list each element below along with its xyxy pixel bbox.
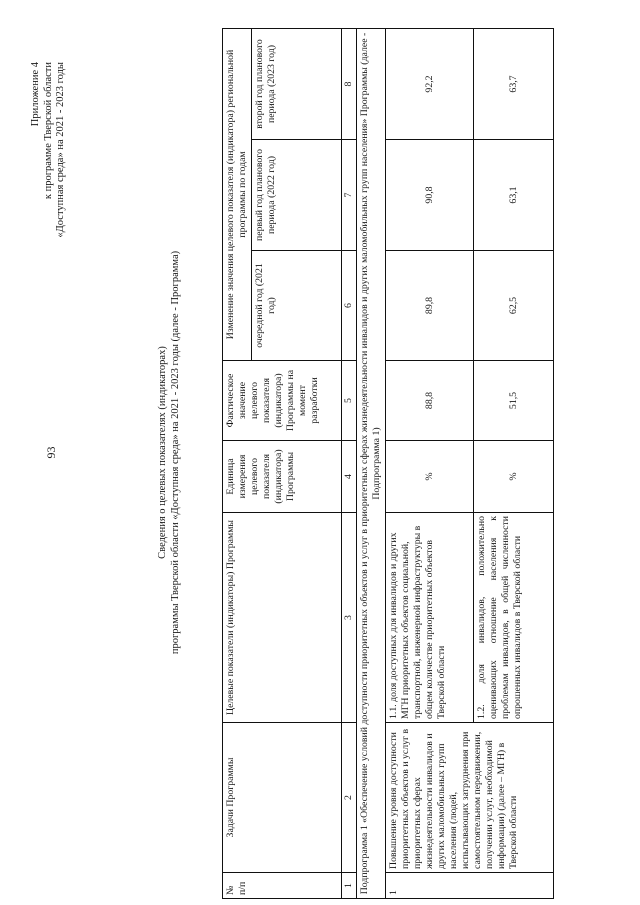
value-2021: 62,5 xyxy=(474,251,554,361)
page-number: 93 xyxy=(44,446,58,459)
task-text: Повышение уровня доступности приоритетных объектов и услуг в приоритетных сферах жизнедеятельности инвалидов и других маломобильных групп населения (людей, испытывающих затруднения при самостоятельном передвижении, получении услуг, необходимой информации) (далее – МГН) в Тверской области xyxy=(386,723,554,873)
header-year-2023: второй год планового периода (2023 год) xyxy=(252,28,342,139)
header-row-1 xyxy=(223,28,252,898)
value-2022: 63,1 xyxy=(474,140,554,251)
appendix-header xyxy=(30,62,68,362)
indicator-text: 1.1. доля доступных для инвалидов и других МГН приоритетных объектов социальной, транспортной, инженерной инфраструктуры в общем количестве приоритетных объектов Тверской области xyxy=(386,513,474,723)
col-number: 6 xyxy=(342,251,357,361)
header-indicators: Целевые показатели (индикаторы) Программы xyxy=(223,513,342,723)
appendix-line-2: к программе Тверской области xyxy=(42,62,54,200)
col-number: 1 xyxy=(342,873,357,899)
header-change-group: Изменение значения целевого показателя (индикатора) региональной программы по годам xyxy=(223,28,252,360)
header-unit: Единица измерения целевого показателя (индикатора) Программы xyxy=(223,441,342,513)
col-number: 8 xyxy=(342,28,357,139)
column-numbers-row xyxy=(342,28,357,898)
unit-value: % xyxy=(474,441,554,513)
table-row xyxy=(386,28,474,898)
title-line-2: программы Тверской области «Доступная среда» на 2021 - 2023 годы (далее - Программа) xyxy=(170,250,181,655)
task-number: 1 xyxy=(386,873,554,899)
actual-value: 88,8 xyxy=(386,361,474,441)
appendix-line-1: Приложение 4 xyxy=(30,62,41,127)
col-number: 4 xyxy=(342,441,357,513)
appendix-line-3: «Доступная среда» на 2021 - 2023 годы xyxy=(55,62,66,238)
actual-value: 51,5 xyxy=(474,361,554,441)
subprogram-row xyxy=(357,28,386,898)
indicators-table xyxy=(222,28,554,899)
header-tasks: Задачи Программы xyxy=(223,723,342,873)
document-title xyxy=(156,0,182,905)
value-2021: 89,8 xyxy=(386,251,474,361)
value-2023: 63,7 xyxy=(474,28,554,139)
col-number: 2 xyxy=(342,723,357,873)
header-year-2022: первый год планового периода (2022 год) xyxy=(252,140,342,251)
col-number: 5 xyxy=(342,361,357,441)
subprogram-title: Подпрограмма 1 «Обеспечение условий доступности приоритетных объектов и услуг в приоритетных сферах жизнедеятельности инвалидов и других маломобильных групп населения» Программы (далее - Подпрограмма 1) xyxy=(357,28,386,898)
header-year-2021: очередной год (2021 год) xyxy=(252,251,342,361)
indicator-text: 1.2. доля инвалидов, положительно оценивающих отношение населения к проблемам инвалидов, в общей численности опрошенных инвалидов в Тверской области xyxy=(474,513,554,723)
value-2023: 92,2 xyxy=(386,28,474,139)
header-actual: Фактическое значение целевого показателя (индикатора) Программы на момент разработки xyxy=(223,361,342,441)
col-number: 7 xyxy=(342,140,357,251)
unit-value: % xyxy=(386,441,474,513)
title-line-1: Сведения о целевых показателях (индикаторах) xyxy=(157,346,168,559)
value-2022: 90,8 xyxy=(386,140,474,251)
col-number: 3 xyxy=(342,513,357,723)
header-num: № п/п xyxy=(223,873,342,899)
